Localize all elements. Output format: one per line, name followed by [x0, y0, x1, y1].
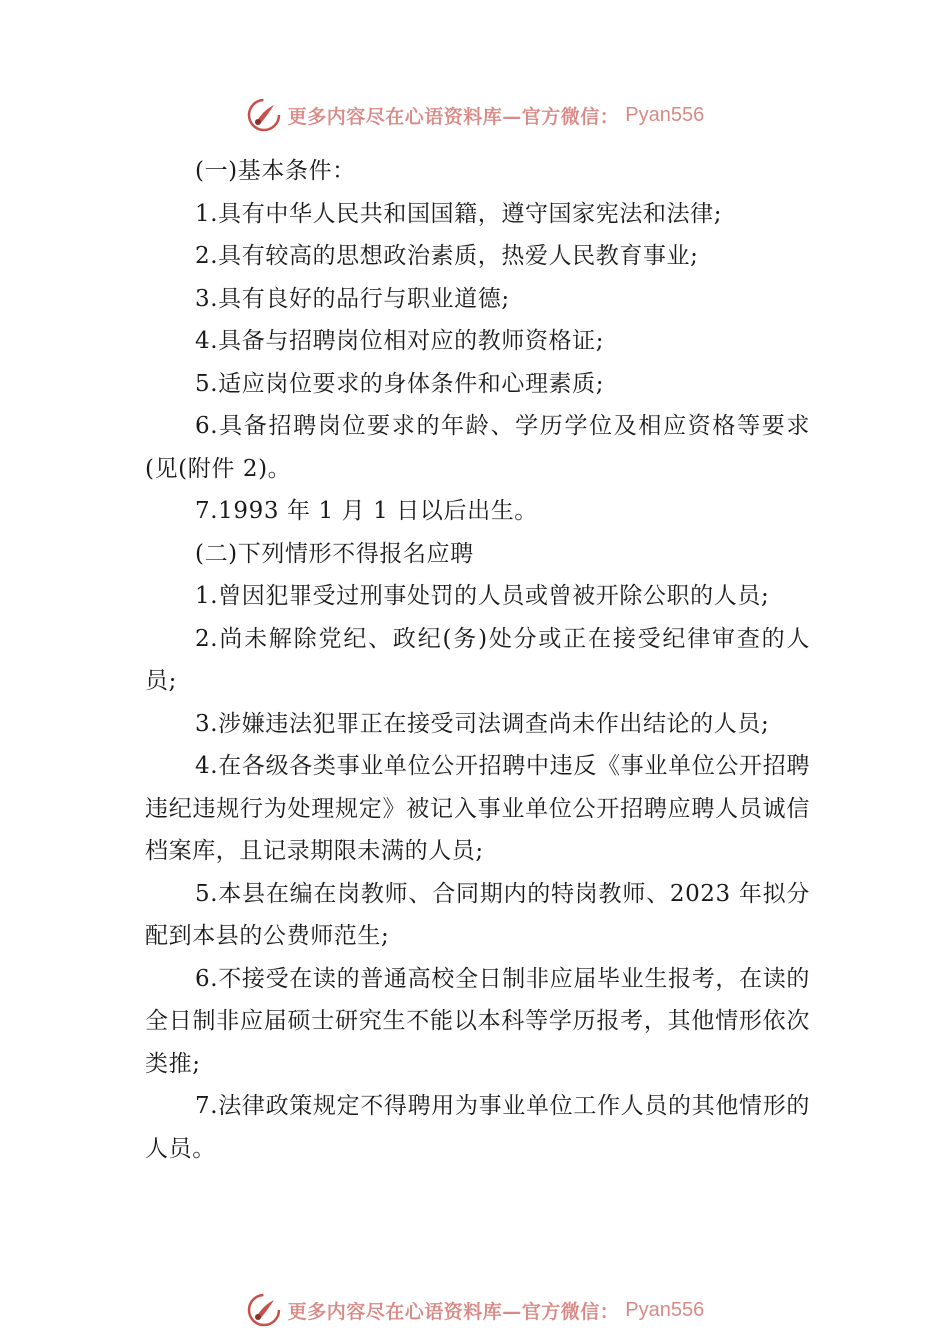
watermark-handle: Pyan556	[625, 103, 705, 126]
section-heading-exclusions: (二)下列情形不得报名应聘	[195, 540, 474, 567]
condition-item: 6.具备招聘岗位要求的年龄、学历学位及相应资格等要求(见(附件 2)。	[145, 413, 810, 482]
brush-logo-icon	[246, 1292, 282, 1328]
condition-item: 5.适应岗位要求的身体条件和心理素质;	[195, 370, 605, 397]
section-heading-basic-conditions: (一)基本条件：	[195, 158, 356, 184]
exclusion-item: 5.本县在编在岗教师、合同期内的特岗教师、2023 年拟分配到本县的公费师范生;	[145, 880, 810, 949]
condition-item: 2.具有较高的思想政治素质，热爱人民教育事业;	[195, 243, 699, 269]
header-watermark	[0, 95, 950, 135]
document-body	[145, 150, 810, 1170]
exclusion-item: 3.涉嫌违法犯罪正在接受司法调查尚未作出结论的人员;	[195, 710, 770, 737]
condition-item: 1.具有中华人民共和国国籍，遵守国家宪法和法律;	[195, 200, 723, 227]
condition-item: 3.具有良好的品行与职业道德;	[195, 285, 510, 312]
watermark-site-text: 更多内容尽在心语资料库—官方微信：	[287, 1300, 620, 1323]
exclusion-item: 4.在各级各类事业单位公开招聘中违反《事业单位公开招聘违纪违规行为处理规定》被记入事业单位公开招聘应聘人员诚信档案库，且记录期限未满的人员;	[145, 753, 810, 864]
exclusion-item: 2.尚未解除党纪、政纪(务)处分或正在接受纪律审查的人员;	[145, 625, 810, 694]
exclusion-item: 7.法律政策规定不得聘用为事业单位工作人员的其他情形的人员。	[145, 1093, 810, 1162]
exclusion-item: 1.曾因犯罪受过刑事处罚的人员或曾被开除公职的人员;	[195, 583, 770, 609]
condition-item: 7.1993 年 1 月 1 日以后出生。	[195, 498, 538, 524]
footer-watermark	[0, 1290, 950, 1330]
brush-logo-icon	[246, 97, 282, 133]
watermark-handle: Pyan556	[625, 1298, 705, 1321]
exclusion-item: 6.不接受在读的普通高校全日制非应届毕业生报考，在读的全日制非应届硕士研究生不能以本科等学历报考，其他情形依次类推;	[145, 965, 810, 1077]
watermark-site-text: 更多内容尽在心语资料库—官方微信：	[287, 105, 620, 128]
condition-item: 4.具备与招聘岗位相对应的教师资格证;	[195, 328, 605, 354]
